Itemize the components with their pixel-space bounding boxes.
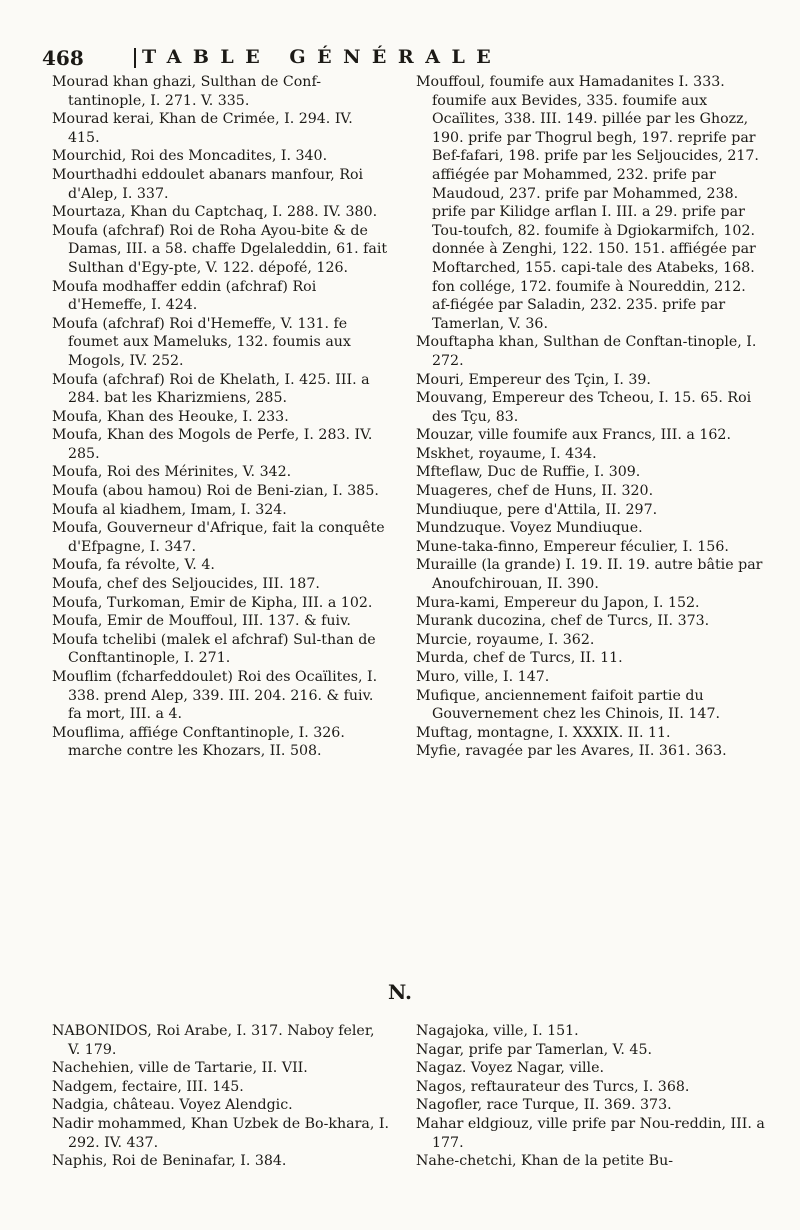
index-entry: Moufa, Turkoman, Emir de Kipha, III. a 102.: [52, 594, 373, 611]
index-entry: Mune-taka-finno, Empereur féculier, I. 156.: [416, 538, 729, 555]
index-entry: Mourad khan ghazi, Sulthan de Conf-tantinople, I. 271. V. 335.: [52, 74, 321, 109]
left-column-top: [52, 73, 388, 761]
index-entry: Moufa (abou hamou) Roi de Beni-zian, I. 385.: [52, 483, 379, 500]
index-entry: Murda, chef de Turcs, II. 11.: [416, 650, 623, 667]
index-entry: Nachehien, ville de Tartarie, II. VII.: [52, 1060, 308, 1077]
page-number: 468: [42, 46, 84, 70]
index-entry: Mskhet, royaume, I. 434.: [416, 445, 597, 462]
index-entry: Mouffoul, foumife aux Hamadanites I. 333. foumife aux Bevides, 335. foumife aux Ocaïlites, 338. III. 149. pillée par les Ghozz, 190. prife par Thogrul begh, 197. reprife par Bef-fafari, 198. prife par les Seljoucides, 217. affiégée par Mohammed, 232. prife par Maudoud, 237. prife par Mohammed, 238. prife par Kilidge arflan I. III. a 29. prife par Tou-toufch, 82. foumife à Dgiokarmifch, 102. donnée à Zenghi, 122. 150. 151. affiégée par Moftarched, 155. capi-tale des Atabeks, 168. fon collége, 172. foumife à Noureddin, 212. af-fiégée par Saladin, 232. 235. prife par Tamerlan, V. 36.: [416, 74, 759, 332]
index-entry: Mourad kerai, Khan de Crimée, I. 294. IV. 415.: [52, 111, 353, 146]
index-entry: Moufa modhaffer eddin (afchraf) Roi d'Hemeffe, I. 424.: [52, 278, 317, 314]
index-entry: Nahe-chetchi, Khan de la petite Bu-: [416, 1153, 674, 1170]
index-entry: Mouflim (fcharfeddoulet) Roi des Ocaïlites, I. 338. prend Alep, 339. III. 204. 216. & fuiv. fa mort, III. a 4.: [52, 669, 378, 723]
index-entry: Moufa (afchraf) Roi de Khelath, I. 425. III. a 284. bat les Kharizmiens, 285.: [52, 371, 370, 407]
index-entry: Mouftapha khan, Sulthan de Conftan-tinople, I. 272.: [416, 334, 757, 369]
index-entry: Nagos, reftaurateur des Turcs, I. 368.: [416, 1078, 690, 1095]
running-title: TABLE GÉNÉRALE: [142, 46, 503, 68]
index-entry: Nagofler, race Turque, II. 369. 373.: [416, 1097, 672, 1114]
index-entry: Moufa (afchraf) Roi d'Hemeffe, V. 131. fe foumet aux Mameluks, 132. foumis aux Mogols, IV. 252.: [52, 315, 351, 369]
header-rule-icon: [134, 48, 136, 68]
index-entry: Nadgia, château. Voyez Alendgic.: [52, 1097, 293, 1114]
index-entry: Nadir mohammed, Khan Uzbek de Bo-khara, I. 292. IV. 437.: [52, 1115, 389, 1151]
index-entry: Mundiuque, pere d'Attila, II. 297.: [416, 501, 658, 518]
right-column-bottom: [416, 1022, 766, 1171]
index-entry: Nagar, prife par Tamerlan, V. 45.: [416, 1041, 652, 1058]
index-entry: Moufa al kiadhem, Imam, I. 324.: [52, 501, 287, 518]
index-entry: Mouvang, Empereur des Tcheou, I. 15. 65. Roi des Tçu, 83.: [416, 390, 752, 425]
index-entry: Nadgem, fectaire, III. 145.: [52, 1078, 244, 1095]
index-entry: Moufa tchelibi (malek el afchraf) Sul-than de Conftantinople, I. 271.: [52, 631, 376, 667]
index-entry: Muftag, montagne, I. XXXIX. II. 11.: [416, 724, 671, 741]
index-entry: Myfie, ravagée par les Avares, II. 361. 363.: [416, 743, 727, 760]
page-header: [42, 46, 762, 72]
index-entry: Moufa, Emir de Mouffoul, III. 137. & fuiv.: [52, 613, 351, 630]
index-entry: Mundzuque. Voyez Mundiuque.: [416, 520, 643, 537]
index-entry: Murank ducozina, chef de Turcs, II. 373.: [416, 613, 710, 630]
index-entry: Mourchid, Roi des Moncadites, I. 340.: [52, 148, 328, 165]
index-entry: Mouzar, ville foumife aux Francs, III. a 162.: [416, 427, 731, 444]
index-entry: Moufa, Khan des Mogols de Perfe, I. 283. IV. 285.: [52, 427, 373, 462]
index-entry: Mura-kami, Empereur du Japon, I. 152.: [416, 594, 700, 611]
index-entry: Naphis, Roi de Beninafar, I. 384.: [52, 1153, 287, 1170]
index-entry: Murcie, royaume, I. 362.: [416, 631, 595, 648]
index-entry: Muraille (la grande) I. 19. II. 19. autre bâtie par Anoufchirouan, II. 390.: [416, 557, 763, 593]
index-entry: Moufa, fa révolte, V. 4.: [52, 557, 215, 574]
index-entry: Moufa, Roi des Mérinites, V. 342.: [52, 464, 292, 481]
index-entry: Moufa, Khan des Heouke, I. 233.: [52, 408, 289, 425]
index-entry: Muageres, chef de Huns, II. 320.: [416, 483, 654, 500]
index-entry: Moufa (afchraf) Roi de Roha Ayou-bite & de Damas, III. a 58. chaffe Dgelaleddin, 61. fait Sulthan d'Egy-pte, V. 122. dépofé, 126.: [52, 222, 388, 276]
index-entry: Mourthadhi eddoulet abanars manfour, Roi d'Alep, I. 337.: [52, 166, 364, 202]
index-entry: Moufa, chef des Seljoucides, III. 187.: [52, 576, 320, 593]
index-entry: Mfteflaw, Duc de Ruffie, I. 309.: [416, 464, 641, 481]
index-entry: Mouflima, affiége Conftantinople, I. 326. marche contre les Khozars, II. 508.: [52, 724, 345, 760]
left-column-bottom: [52, 1022, 390, 1171]
index-entry: NABONIDOS, Roi Arabe, I. 317. Naboy feler, V. 179.: [52, 1023, 375, 1058]
index-entry: Nagajoka, ville, I. 151.: [416, 1023, 579, 1039]
index-entry: Mahar eldgiouz, ville prife par Nou-reddin, III. a 177.: [416, 1115, 765, 1151]
right-column-top: [416, 73, 766, 761]
index-entry: Moufa, Gouverneur d'Afrique, fait la conquête d'Efpagne, I. 347.: [52, 520, 385, 555]
index-entry: Mufique, anciennement faifoit partie du Gouvernement chez les Chinois, II. 147.: [416, 687, 720, 723]
section-letter: N.: [388, 980, 412, 1004]
index-entry: Nagaz. Voyez Nagar, ville.: [416, 1060, 604, 1077]
index-entry: Mouri, Empereur des Tçin, I. 39.: [416, 371, 651, 388]
index-entry: Mourtaza, Khan du Captchaq, I. 288. IV. 380.: [52, 204, 378, 221]
index-entry: Muro, ville, I. 147.: [416, 669, 550, 685]
